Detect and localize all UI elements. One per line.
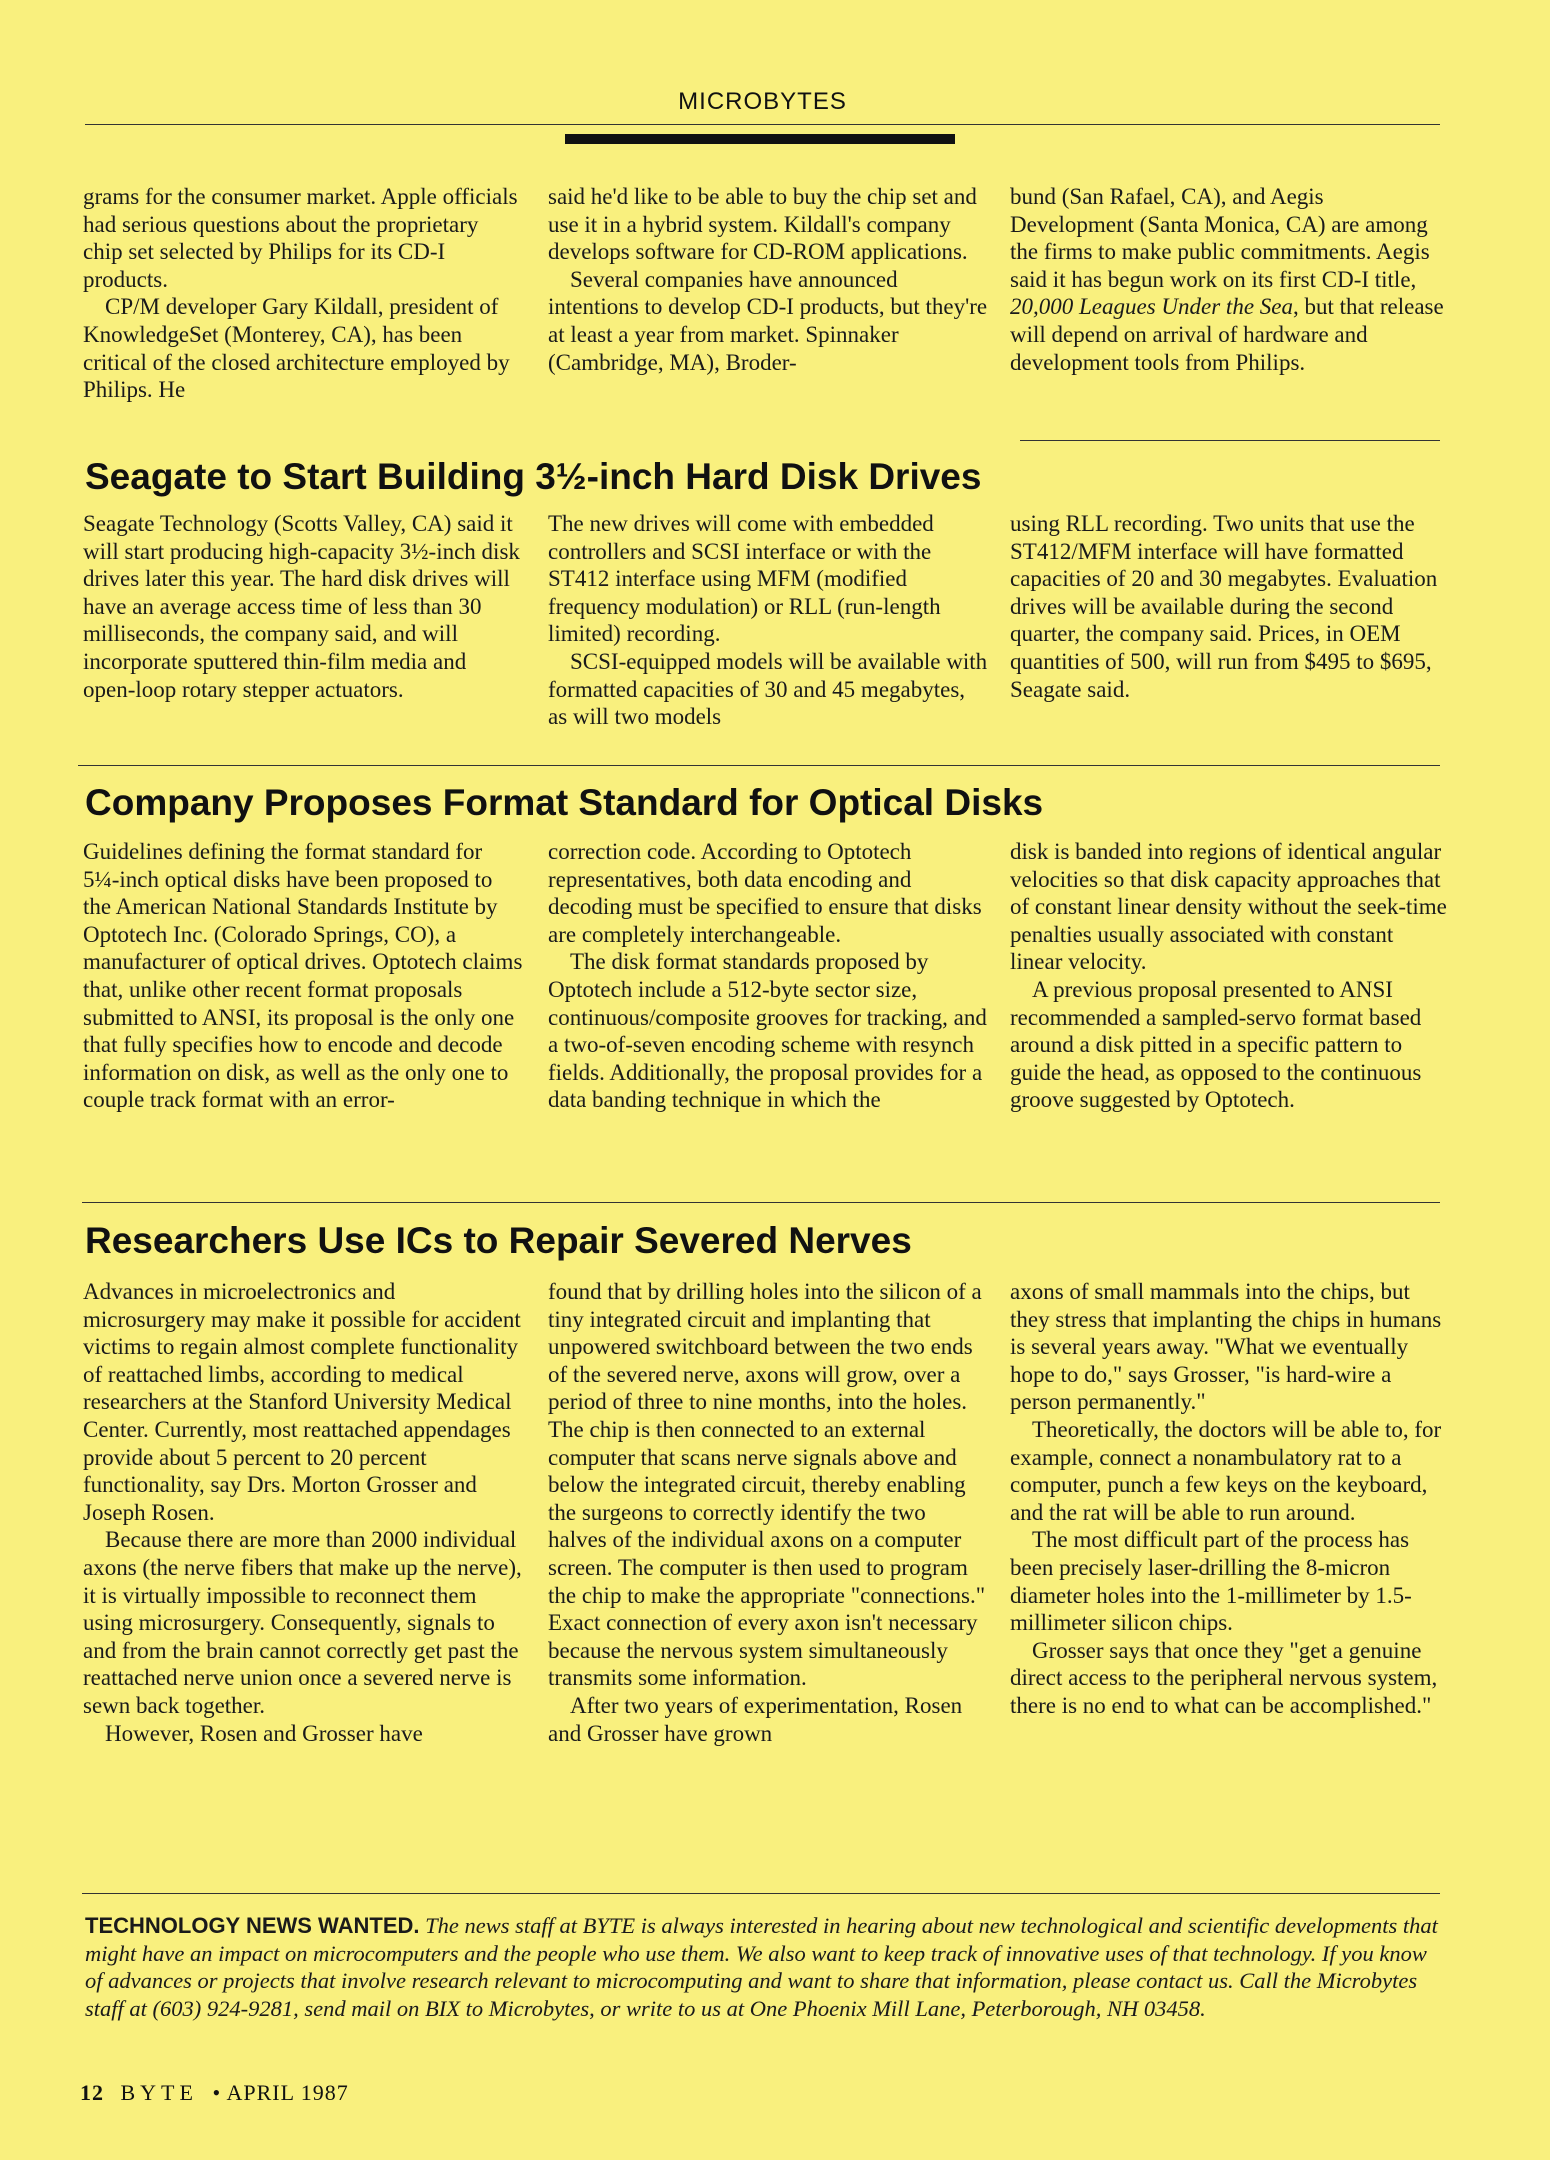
paragraph: disk is banded into regions of identical angular velocities so that disk capacity approaches that of constant linear density without the seek-time penalties usually associated with constant linear velocity. <box>1010 839 1447 975</box>
article-headline-optical: Company Proposes Format Standard for Optical Disks <box>85 782 1044 823</box>
page-folio <box>80 2080 349 2106</box>
paragraph: The new drives will come with embedded controllers and SCSI interface or with the ST412 interface using MFM (modified frequency modulation) or RLL (run-length limited) recording. <box>548 511 941 647</box>
magazine-name: BYTE <box>120 2080 198 2105</box>
intro-column-3 <box>1010 183 1450 376</box>
section-rule <box>82 1893 1440 1894</box>
header-rule <box>85 124 1440 125</box>
paragraph: Guidelines defining the format standard for 5¼-inch optical disks have been proposed to the American National Standards Institute by Optotech Inc. (Colorado Springs, CO), a manufacturer of optical drives. Optotech claims that, unlike other recent format proposals submitted to ANSI, its proposal is the only one that fully specifies how to encode and decode information on disk, as well as the only one to couple track format with an error- <box>83 839 523 1113</box>
paragraph: grams for the consumer market. Apple officials had serious questions about the proprietary chip set selected by Philips for its CD-I products. <box>83 184 518 292</box>
section-header: MICROBYTES <box>678 88 847 115</box>
nerves-column-2 <box>548 1278 988 1747</box>
issue-date: APRIL 1987 <box>226 2080 349 2105</box>
optical-column-2 <box>548 838 988 1114</box>
optical-column-1 <box>83 838 523 1114</box>
nerves-column-1 <box>83 1278 523 1747</box>
paragraph: The most difficult part of the process has been precisely laser-drilling the 8-micron diameter holes into the 1-millimeter by 1.5-millimeter silicon chips. <box>1010 1527 1412 1636</box>
section-rule <box>78 765 1440 766</box>
paragraph: Grosser says that once they "get a genuine direct access to the peripheral nervous system, there is no end to what can be accomplished." <box>1010 1637 1438 1718</box>
news-wanted-notice <box>85 1912 1445 2022</box>
paragraph: Seagate Technology (Scotts Valley, CA) said it will start producing high-capacity 3½-inch disk drives later this year. The hard disk drives will have an average access time of less than 30 milliseconds, the company said, and will incorporate sputtered thin-film media and open-loop rotary stepper actuators. <box>83 511 520 702</box>
notice-body: The news staff at BYTE is always interested in hearing about new technological and scientific developments that might have an impact on microcomputers and the people who use them. We also want to keep track of innovative uses of that technology. If you know of advances or projects that involve research relevant to microcomputing and want to share that information, please contact us. Call the Microbytes staff at (603) 924-9281, send mail on BIX to Microbytes, or write to us at One Phoenix Mill Lane, Peterborough, NH 03458. <box>85 1913 1438 2021</box>
folio-separator: • <box>212 2080 222 2105</box>
article-headline-nerves: Researchers Use ICs to Repair Severed Nerves <box>85 1220 912 1261</box>
text-run: bund (San Rafael, CA), and Aegis Development (Santa Monica, CA) are among the firms to make public commitments. Aegis said it has begun work on its first CD-I title, <box>1010 184 1430 292</box>
paragraph: correction code. According to Optotech representatives, both data encoding and decoding must be specified to ensure that disks are completely interchangeable. <box>548 839 982 947</box>
paragraph: The disk format standards proposed by Optotech include a 512-byte sector size, continuous/composite grooves for tracking, and a two-of-seven encoding scheme with resynch fields. Additionally, the proposal provides for a data banding technique in which the <box>548 949 987 1113</box>
paragraph: Theoretically, the doctors will be able to, for example, connect a nonambulatory rat to a computer, punch a few keys on the keyboard, and the rat will be able to run around. <box>1010 1416 1442 1525</box>
section-rule <box>82 1202 1440 1203</box>
intro-column-1 <box>83 183 523 404</box>
paragraph: said he'd like to be able to buy the chip set and use it in a hybrid system. Kildall's company develops software for CD-ROM applications. <box>548 184 977 265</box>
header-bar <box>565 134 955 144</box>
paragraph: Because there are more than 2000 individual axons (the nerve fibers that make up the nerve), it is virtually impossible to reconnect them using microsurgery. Consequently, signals to and from the brain cannot correctly get past the reattached nerve union once a severed nerve is sewn back together. <box>83 1527 522 1718</box>
nerves-column-3 <box>1010 1278 1450 1720</box>
paragraph: CP/M developer Gary Kildall, president of KnowledgeSet (Monterey, CA), has been critical of the closed architecture employed by Philips. He <box>83 294 510 403</box>
notice-lead: TECHNOLOGY NEWS WANTED. <box>85 1913 420 1938</box>
seagate-column-2 <box>548 510 988 731</box>
paragraph: using RLL recording. Two units that use the ST412/MFM interface will have formatted capacities of 20 and 30 megabytes. Evaluation drives will be available during the second quarter, the company said. Prices, in OEM quantities of 500, will run from $495 to $695, Seagate said. <box>1010 511 1438 702</box>
paragraph: After two years of experimentation, Rosen and Grosser have grown <box>548 1692 963 1746</box>
text-run: , but that release will depend on arrival of hardware and development tools from Philips. <box>1010 294 1444 375</box>
paragraph: SCSI-equipped models will be available with formatted capacities of 30 and 45 megabytes, as will two models <box>548 648 988 730</box>
paragraph <box>1010 183 1450 376</box>
paragraph: However, Rosen and Grosser have <box>105 1720 423 1746</box>
paragraph: Advances in microelectronics and microsurgery may make it possible for accident victims to regain almost complete functionality of reattached limbs, according to medical researchers at the Stanford University Medical Center. Currently, most reattached appendages provide about 5 percent to 20 percent functionality, say Drs. Morton Grosser and Joseph Rosen. <box>83 1279 521 1525</box>
page-number: 12 <box>80 2080 104 2105</box>
section-rule <box>1020 440 1440 441</box>
article-headline-seagate: Seagate to Start Building 3½-inch Hard Disk Drives <box>85 456 982 497</box>
book-title: 20,000 Leagues Under the Sea <box>1010 294 1293 320</box>
paragraph: found that by drilling holes into the silicon of a tiny integrated circuit and implanting that unpowered switchboard between the two ends of the severed nerve, axons will grow, over a period of three to nine months, into the holes. The chip is then connected to an external computer that scans nerve signals above and below the integrated circuit, thereby enabling the surgeons to correctly identify the two halves of the individual axons on a computer screen. The computer is then used to program the chip to make the appropriate "connections." Exact connection of every axon isn't necessary because the nervous system simultaneously transmits some information. <box>548 1279 986 1691</box>
paragraph: A previous proposal presented to ANSI recommended a sampled-servo format based around a disk pitted in a specific pattern to guide the head, as opposed to the continuous groove suggested by Optotech. <box>1010 976 1422 1113</box>
seagate-column-3 <box>1010 510 1450 703</box>
optical-column-3 <box>1010 838 1450 1114</box>
intro-column-2 <box>548 183 988 376</box>
seagate-column-1 <box>83 510 523 703</box>
paragraph: Several companies have announced intentions to develop CD-I products, but they're at least a year from market. Spinnaker (Cambridge, MA), Broder- <box>548 266 988 375</box>
paragraph: axons of small mammals into the chips, but they stress that implanting the chips in humans is several years away. "What we eventually hope to do," says Grosser, "is hard-wire a person permanently." <box>1010 1279 1442 1415</box>
